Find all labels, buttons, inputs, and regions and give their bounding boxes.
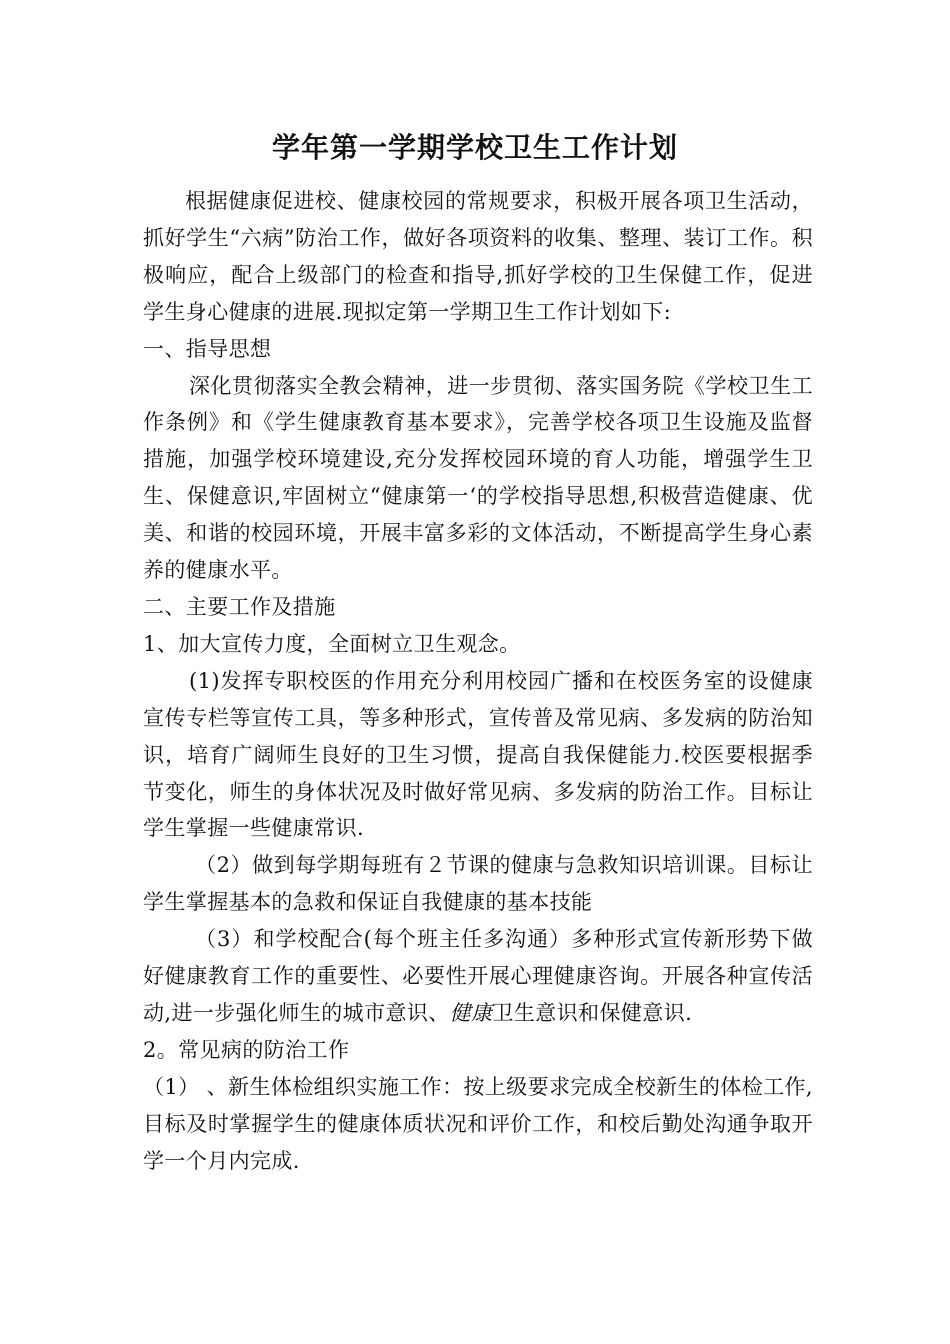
publicity-paragraph-1: (1)发挥专职校医的作用充分利用校园广播和在校医务室的设健康宣传专栏等宣传工具，等多种形式，宣传普及常见病、多发病的防治知识，培育广阔师生良好的卫生习惯，提高自我保健能力.校医要根据季节变化，师生的身体状况及时做好常见病、多发病的防治工作。目标让学生掌握一些健康常识. — [143, 668, 813, 841]
section-heading-main-work: 二、主要工作及措施 — [143, 594, 336, 619]
item-heading-publicity: 1、加大宣传力度，全面树立卫生观念。 — [143, 631, 521, 656]
document-title: 学年第一学期学校卫生工作计划 — [271, 131, 678, 164]
publicity-paragraph-3-text-b: 卫生意识和保健意识. — [492, 1000, 693, 1025]
publicity-paragraph-3-text-a: （3）和学校配合(每个班主任多沟通）多种形式宣传新形势下做好健康教育工作的重要性、必要性开展心理健康咨询。开展各种宣传活动,进一步强化师生的城市意识、 — [143, 927, 813, 1025]
item-heading-disease-prevention: 2。常见病的防治工作 — [143, 1037, 350, 1062]
publicity-paragraph-3 — [143, 921, 813, 1032]
intro-paragraph: 根据健康促进校、健康校园的常规要求，积极开展各项卫生活动，抓好学生“六病”防治工作，做好各项资料的收集、整理、装订工作。积极响应，配合上级部门的检查和指导,抓好学校的卫生保健工作，促进学生身心健康的进展.现拟定第一学期卫生工作计划如下: — [143, 189, 813, 324]
guiding-ideology-paragraph: 深化贯彻落实全教会精神，进一步贯彻、落实国务院《学校卫生工作条例》和《学生健康教育基本要求》，完善学校各项卫生设施及监督措施，加强学校环境建设,充分发挥校园环境的育人功能，增强学生卫生、保健意识,牢固树立“健康第一‘的学校指导思想,积极营造健康、优美、和谐的校园环境，开展丰富多彩的文体活动，不断提高学生身心素养的健康水平。 — [143, 373, 813, 583]
section-heading-guiding-ideology: 一、指导思想 — [143, 336, 272, 361]
document-body — [143, 183, 813, 1179]
publicity-paragraph-2: （2）做到每学期每班有２节课的健康与急救知识培训课。目标让学生掌握基本的急救和保证自我健康的基本技能 — [143, 853, 813, 915]
publicity-paragraph-3-emphasis: 健康 — [449, 1000, 493, 1025]
disease-prevention-paragraph-1: （1） 、新生体检组织实施工作：按上级要求完成全校新生的体检工作,目标及时掌握学生的健康体质状况和评价工作，和校后勤处沟通争取开学一个月内完成. — [143, 1074, 813, 1173]
